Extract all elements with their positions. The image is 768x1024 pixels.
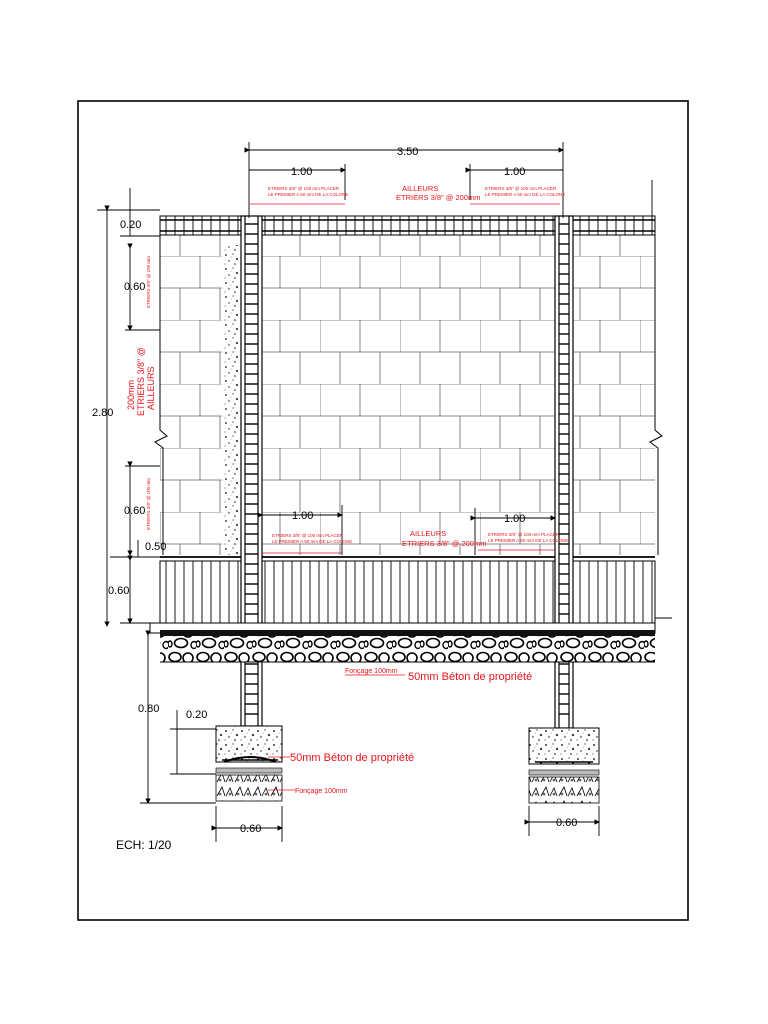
dim-footing-width-right: 0.60 xyxy=(556,817,578,829)
note-fonsage-main: Fonçage 100mm xyxy=(345,668,398,675)
brick-wall-center xyxy=(262,235,555,555)
vert-small-bottom: ETRIERS 3/8" @ 100 mm xyxy=(146,478,151,530)
dim-foundation-depth: 0.80 xyxy=(138,703,160,715)
note-top-right-2: LE PREMIER A 50 mm DE LA COLONE xyxy=(485,192,566,197)
dim-top-zone: 0.60 xyxy=(124,281,146,293)
wall-section xyxy=(120,216,672,728)
note-beton-main: 50mm Béton de propriété xyxy=(408,671,533,683)
note-top-right-1: ETRIERS 3/8" @ 100 mm PLACER xyxy=(485,186,557,191)
dim-stirrup-zone-left-bottom: 1.00 xyxy=(292,510,314,522)
dim-stirrup-zone-right-bottom: 1.00 xyxy=(504,513,526,525)
note-beton-footing: 50mm Béton de propriété xyxy=(290,752,415,764)
note-fonsage-footing: Fonçage 100mm xyxy=(295,788,348,795)
dim-ground-beam: 0.50 xyxy=(145,541,167,553)
brick-wall-right xyxy=(573,235,655,555)
vert-small-top: ETRIERS 3/8" @ 100 mm xyxy=(146,256,151,308)
stone-layer xyxy=(160,636,655,662)
note-top-left-1: ETRIERS 3/8" @ 100 mm PLACER xyxy=(268,186,340,191)
footing-right xyxy=(529,728,599,803)
concrete-infill-left xyxy=(222,245,240,555)
plinth xyxy=(160,561,655,623)
note-top-center-2: ETRIERS 3/8" @ 200mm xyxy=(396,193,481,202)
dim-beam-height: 0.20 xyxy=(120,219,142,231)
dim-bottom-zone: 0.60 xyxy=(124,505,146,517)
vert-note-2: ETRIERS 3/8" @ xyxy=(136,347,146,416)
dim-stirrup-zone-left: 1.00 xyxy=(291,166,313,178)
note-top-left-2: LE PREMIER A 50 mm DE LA COLONE xyxy=(268,192,349,197)
note-bot-left-2: LE PREMIER A 50 mm DE LA COLONE xyxy=(272,539,353,544)
scale-label: ECH: 1/20 xyxy=(116,838,172,852)
note-bot-right-2: LE PREMIER A 50 mm DE LA COLONE xyxy=(488,538,569,543)
top-beam xyxy=(160,216,655,235)
floor-slab-dark xyxy=(160,630,655,636)
note-top-center-1: AILLEURS xyxy=(402,184,439,193)
dim-footing-thickness: 0.20 xyxy=(186,709,208,721)
dim-total-height: 2.80 xyxy=(92,407,114,419)
note-bot-center-1: AILLEURS xyxy=(410,529,447,538)
dim-total-width: 3.50 xyxy=(397,146,419,158)
note-bot-right-1: ETRIERS 3/8" @ 100 mm PLACER xyxy=(488,532,560,537)
note-bot-left-1: ETRIERS 3/8" @ 100 mm PLACER xyxy=(272,533,344,538)
vert-note-1: AILLEURS xyxy=(146,366,156,410)
vert-note-3: 200mm xyxy=(126,379,136,410)
vertical-note xyxy=(126,347,156,416)
note-bot-center-2: ETRIERS 3/8" @ 200mm xyxy=(402,539,487,548)
dim-plinth-height: 0.60 xyxy=(108,585,130,597)
dim-stirrup-zone-right: 1.00 xyxy=(504,166,526,178)
dim-footing-width-left: 0.60 xyxy=(240,823,262,835)
